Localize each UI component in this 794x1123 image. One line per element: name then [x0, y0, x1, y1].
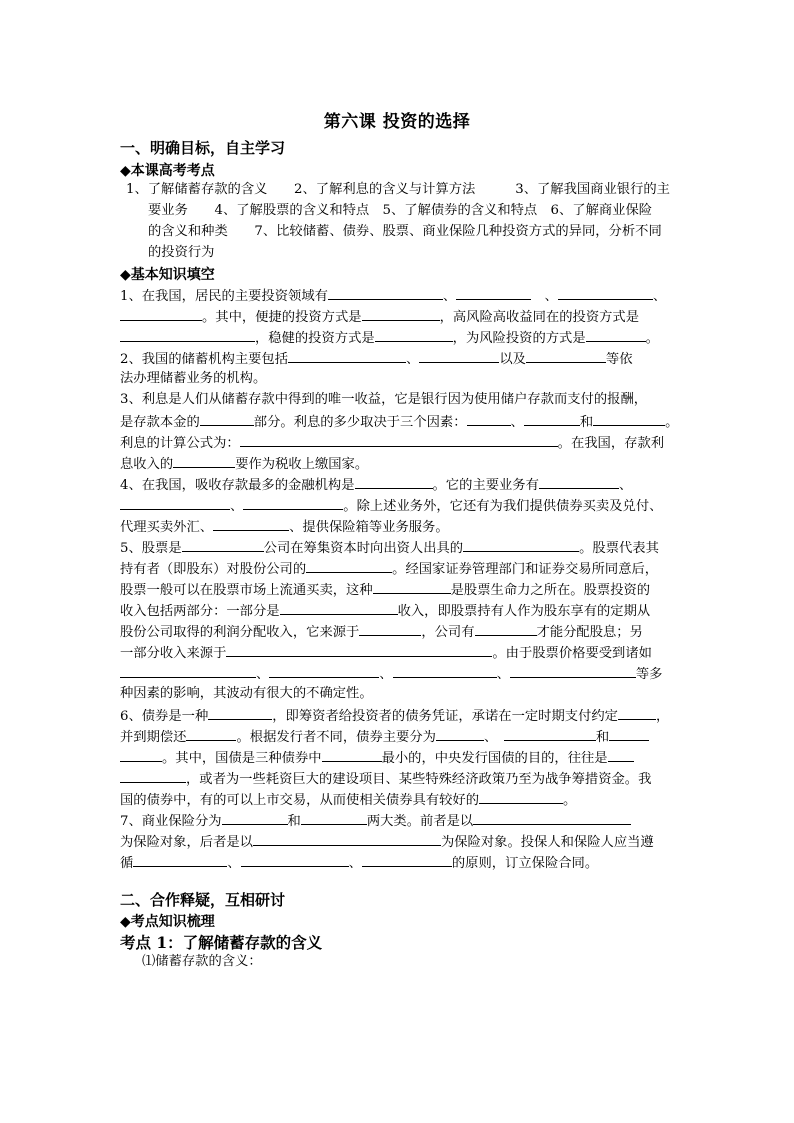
fill-blank[interactable]: [243, 495, 343, 510]
question-line: 息收入的 要作为税收上缴国家。: [120, 453, 695, 475]
fill-blank[interactable]: [322, 747, 382, 762]
topic-line: 的含义和种类 7、比较储蓄、债券、股票、商业保险几种投资方式的异同，分析不同: [148, 224, 662, 239]
question-line: 2、我国的储蓄机构主要包括 、 以及 等依: [120, 348, 695, 370]
fill-blank[interactable]: [359, 621, 421, 636]
fill-blank[interactable]: [213, 516, 289, 531]
fill-blank[interactable]: [504, 726, 596, 741]
fill-blank[interactable]: [306, 558, 392, 573]
fill-blank[interactable]: [120, 747, 162, 762]
fill-blank[interactable]: [436, 726, 484, 741]
fill-blank[interactable]: [456, 285, 531, 300]
topic-line: 的投资行为: [148, 245, 215, 260]
fill-blank[interactable]: [173, 453, 235, 468]
fill-blank[interactable]: [375, 327, 453, 342]
fill-blank[interactable]: [618, 705, 656, 720]
question-line: 1、在我国，居民的主要投资领域有 、 、 、: [120, 285, 695, 307]
fill-blank[interactable]: [120, 768, 186, 783]
fill-blank[interactable]: [362, 852, 452, 867]
fill-blank[interactable]: [226, 642, 492, 657]
question-line: 国的债券中，有的可以上市交易，从而使相关债券具有较好的 。: [120, 789, 695, 811]
fill-blank[interactable]: [208, 705, 272, 720]
fill-blank[interactable]: [463, 537, 579, 552]
page-title: 第六课 投资的选择: [323, 112, 471, 132]
question-line: 利息的计算公式为： 。在我国，存款利: [120, 432, 695, 454]
question-line: 为保险对象，后者是以 为保险对象。投保人和保险人应当遵: [120, 831, 695, 853]
question-line: 股票一般可以在股票市场上流通买卖，这种 是股票生命力之所在。股票投资的: [120, 579, 695, 601]
question-line: 、 。除上述业务外，它还有为我们提供债券买卖及兑付、: [120, 495, 695, 517]
question-line: 。其中，国债是三种债券中 最小的，中央发行国债的目的，往往是: [120, 747, 695, 769]
question-line: 代理买卖外汇、 、提供保险箱等业务服务。: [120, 516, 695, 538]
question-line: 6、债券是一种 ，即筹资者给投资者的债务凭证，承诺在一定时期支付约定 ，: [120, 705, 695, 727]
question-line: 种因素的影响，其波动有很大的不确定性。: [120, 686, 373, 701]
fill-blank[interactable]: [526, 348, 606, 363]
question-line: 一部分收入来源于 。由于股票价格要受到诸如: [120, 642, 695, 664]
fill-blank[interactable]: [328, 285, 443, 300]
question-line: ，稳健的投资方式是 ，为风险投资的方式是 。: [120, 327, 695, 349]
fill-blank[interactable]: [200, 411, 254, 426]
question-line: 、 、 、 等多: [120, 663, 695, 685]
fill-blank[interactable]: [393, 663, 497, 678]
fill-blank[interactable]: [586, 327, 646, 342]
fill-blank[interactable]: [133, 852, 227, 867]
question-line: 循 、 、 的原则，订立保险合同。: [120, 852, 695, 874]
fill-blank[interactable]: [240, 432, 558, 447]
subheading-knowledge-review: ◆考点知识梳理: [120, 914, 215, 930]
topic-line: 1、了解储蓄存款的含义 2、了解利息的含义与计算方法 3、了解我国商业银行的主: [126, 182, 670, 197]
question-line: 是存款本金的 部分。利息的多少取决于三个因素： 、 和 。: [120, 411, 695, 433]
fill-blank[interactable]: [355, 474, 433, 489]
question-line: 。其中，便捷的投资方式是 ，高风险高收益同在的投资方式是: [120, 306, 695, 328]
question-line: 7、商业保险分为 和 两大类。前者是以: [120, 810, 695, 832]
fill-blank[interactable]: [120, 663, 256, 678]
subheading-knowledge-fill: ◆基本知识填空: [120, 267, 215, 283]
question-line: 持有者（即股东）对股份公司的 。经国家证券管理部门和证券交易所同意后，: [120, 558, 695, 580]
fill-blank[interactable]: [593, 411, 665, 426]
fill-blank[interactable]: [609, 726, 649, 741]
fill-blank[interactable]: [120, 327, 255, 342]
fill-blank[interactable]: [608, 747, 634, 762]
question-line: 3、利息是人们从储蓄存款中得到的唯一收益，它是银行因为使用储户存款而支付的报酬，: [120, 392, 648, 407]
fill-blank[interactable]: [479, 789, 563, 804]
fill-blank[interactable]: [510, 663, 636, 678]
fill-blank[interactable]: [467, 411, 511, 426]
fill-blank[interactable]: [475, 621, 537, 636]
question-line: 股份公司取得的利润分配收入，它来源于 ，公司有 才能分配股息；另: [120, 621, 695, 643]
fill-blank[interactable]: [524, 411, 580, 426]
fill-blank[interactable]: [280, 600, 398, 615]
question-line: 4、在我国，吸收存款最多的金融机构是 。它的主要业务有 、: [120, 474, 695, 496]
fill-blank[interactable]: [182, 537, 264, 552]
fill-blank[interactable]: [120, 495, 230, 510]
exam-point-heading: 考点 1：了解储蓄存款的含义: [120, 933, 323, 952]
question-line: 并到期偿还 。根据发行者不同，债券主要分为 、 和: [120, 726, 695, 748]
fill-blank[interactable]: [473, 810, 631, 825]
fill-blank[interactable]: [120, 306, 202, 321]
question-line: ⑴储蓄存款的含义：: [142, 954, 262, 969]
topic-line: 要业务 4、了解股票的含义和特点 5、了解债券的含义和特点 6、了解商业保险: [148, 203, 653, 218]
fill-blank[interactable]: [362, 306, 440, 321]
fill-blank[interactable]: [373, 579, 451, 594]
fill-blank[interactable]: [558, 285, 653, 300]
fill-blank[interactable]: [269, 663, 379, 678]
question-line: 收入包括两部分：一部分是 收入，即股票持有人作为股东享有的定期从: [120, 600, 695, 622]
fill-blank[interactable]: [539, 474, 619, 489]
question-line: ，或者为一些耗资巨大的建设项目、某些特殊经济政策乃至为战争筹措资金。我: [120, 768, 695, 790]
fill-blank[interactable]: [419, 348, 499, 363]
fill-blank[interactable]: [253, 831, 441, 846]
fill-blank[interactable]: [288, 348, 406, 363]
question-line: 5、股票是 公司在筹集资本时向出资人出具的 。股票代表其: [120, 537, 695, 559]
fill-blank[interactable]: [222, 810, 288, 825]
fill-blank[interactable]: [301, 810, 367, 825]
section-heading-2: 二、合作释疑，互相研讨: [120, 891, 286, 909]
section-heading-1: 一、明确目标，自主学习: [120, 139, 286, 157]
question-line: 法办理储蓄业务的机构。: [120, 371, 267, 386]
fill-blank[interactable]: [186, 726, 236, 741]
fill-blank[interactable]: [241, 852, 349, 867]
subheading-exam-points: ◆本课高考考点: [120, 163, 215, 179]
